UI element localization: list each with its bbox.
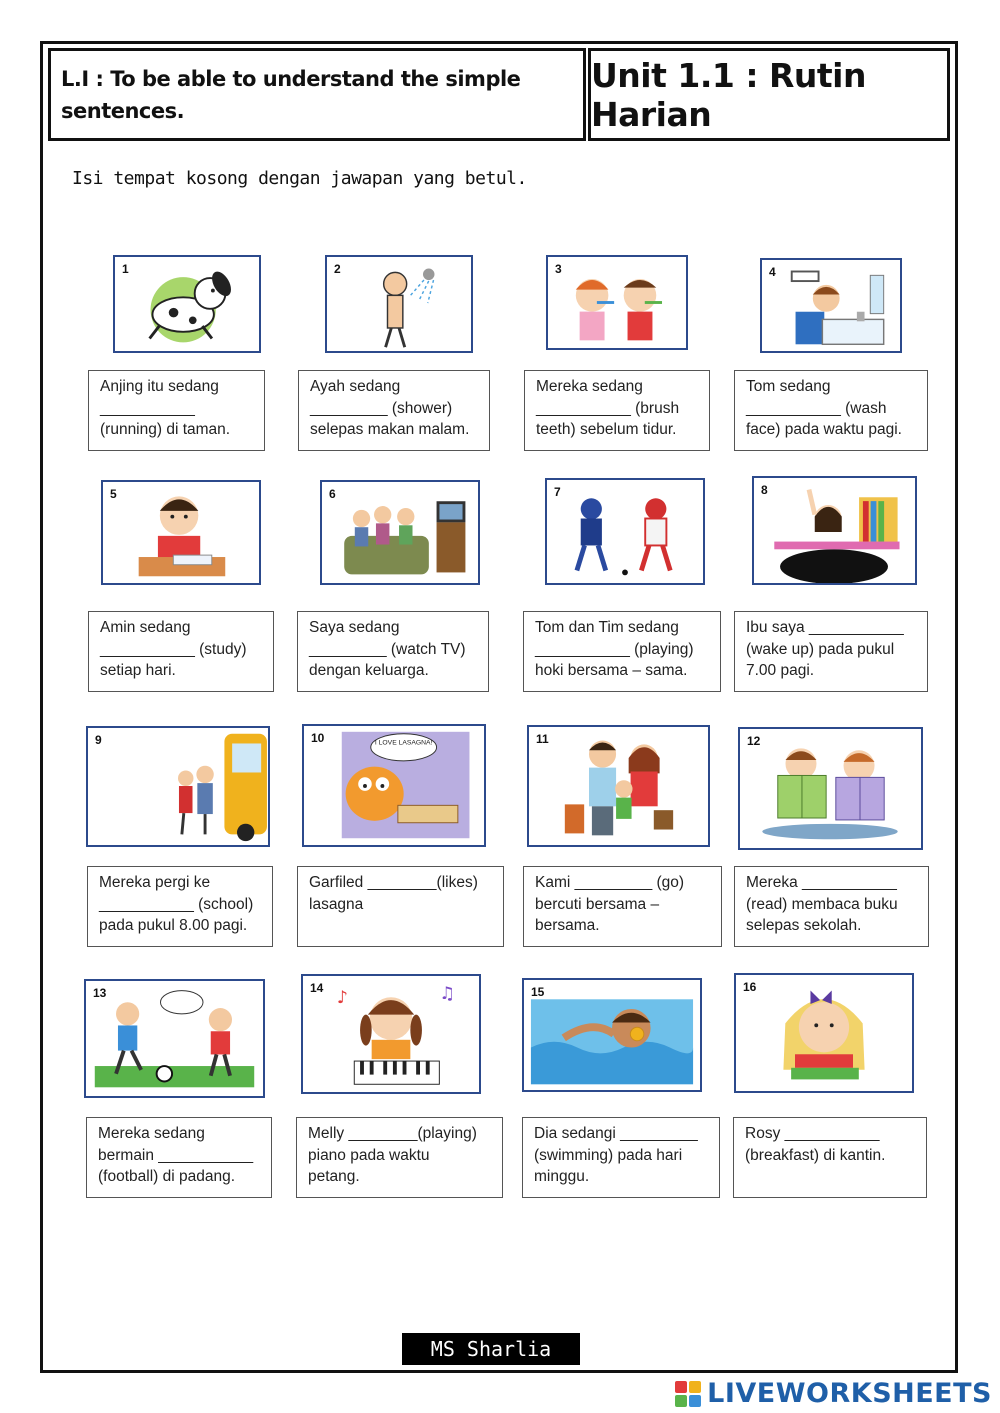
- picture-9: [86, 726, 270, 847]
- sentence-box-13: Mereka sedang bermain ___________ (football) di padang.: [86, 1117, 272, 1198]
- girl-breakfast-icon: [736, 975, 912, 1091]
- picture-2: [325, 255, 473, 353]
- family-watching-tv-icon: [322, 482, 478, 583]
- picture-16: [734, 973, 914, 1093]
- liveworksheets-logo-icon: [675, 1381, 701, 1407]
- sentence-box-9: Mereka pergi ke ___________ (school) pada pukul 8.00 pagi.: [87, 866, 273, 947]
- picture-number: 12: [747, 734, 761, 748]
- sentence-box-15: Dia sedangi _________ (swimming) pada hari minggu.: [522, 1117, 720, 1198]
- liveworksheets-watermark: [675, 1378, 992, 1409]
- girl-piano-icon: [303, 976, 479, 1092]
- school-bus-icon: [88, 728, 268, 845]
- boy-studying-icon: [103, 482, 259, 583]
- picture-4: [760, 258, 902, 353]
- man-showering-icon: [327, 257, 471, 351]
- picture-3: [546, 255, 688, 350]
- picture-number: 3: [555, 262, 562, 276]
- picture-6: [320, 480, 480, 585]
- picture-number: 8: [761, 483, 768, 497]
- sentence-box-16: Rosy ___________ (breakfast) di kantin.: [733, 1117, 927, 1198]
- sentence-box-8: Ibu saya ___________ (wake up) pada pukul 7.00 pagi.: [734, 611, 928, 692]
- liveworksheets-text: LIVEWORKSHEETS: [707, 1378, 992, 1409]
- picture-8: [752, 476, 917, 585]
- picture-number: 4: [769, 265, 776, 279]
- kids-brushing-teeth-icon: [548, 257, 686, 348]
- sentence-box-11: Kami _________ (go) bercuti bersama – bersama.: [523, 866, 722, 947]
- sentence-box-10: Garfiled ________(likes) lasagna: [297, 866, 504, 947]
- picture-5: [101, 480, 261, 585]
- kids-reading-icon: [740, 729, 921, 848]
- sentence-box-5: Amin sedang ___________ (study) setiap hari.: [88, 611, 274, 692]
- unit-title: Unit 1.1 : Rutin Harian: [588, 48, 950, 141]
- picture-number: 16: [743, 980, 757, 994]
- picture-number: 14: [310, 981, 324, 995]
- boy-washing-face-icon: [762, 260, 900, 351]
- woman-waking-up-icon: [754, 478, 915, 583]
- family-vacation-icon: [529, 727, 708, 845]
- picture-number: 7: [554, 485, 561, 499]
- sentence-box-4: Tom sedang ___________ (wash face) pada waktu pagi.: [734, 370, 928, 451]
- sentence-box-7: Tom dan Tim sedang ___________ (playing) hoki bersama – sama.: [523, 611, 721, 692]
- picture-13: [84, 979, 265, 1098]
- hockey-players-icon: [547, 480, 703, 583]
- picture-number: 9: [95, 733, 102, 747]
- picture-7: [545, 478, 705, 585]
- boys-football-icon: [86, 981, 263, 1096]
- picture-number: 6: [329, 487, 336, 501]
- picture-number: 5: [110, 487, 117, 501]
- learning-intention: L.I : To be able to understand the simple sentences.: [48, 48, 586, 141]
- author-footer: MS Sharlia: [402, 1333, 580, 1365]
- garfield-lasagna-icon: [304, 726, 484, 845]
- picture-number: 10: [311, 731, 325, 745]
- sentence-box-14: Melly ________(playing) piano pada waktu petang.: [296, 1117, 503, 1198]
- picture-number: 1: [122, 262, 129, 276]
- picture-number: 13: [93, 986, 107, 1000]
- picture-14: [301, 974, 481, 1094]
- running-dog-icon: [115, 257, 259, 351]
- svg-text:♫: ♫: [439, 984, 455, 1005]
- sentence-box-6: Saya sedang _________ (watch TV) dengan keluarga.: [297, 611, 489, 692]
- boy-swimming-icon: [524, 980, 700, 1090]
- sentence-box-3: Mereka sedang ___________ (brush teeth) sebelum tidur.: [524, 370, 710, 451]
- picture-11: [527, 725, 710, 847]
- sentence-box-1: Anjing itu sedang ___________ (running) di taman.: [88, 370, 265, 451]
- sentence-box-12: Mereka ___________ (read) membaca buku selepas sekolah.: [734, 866, 929, 947]
- picture-number: 15: [531, 985, 545, 999]
- picture-10: [302, 724, 486, 847]
- picture-number: 2: [334, 262, 341, 276]
- instruction-text: Isi tempat kosong dengan jawapan yang betul.: [72, 168, 527, 189]
- picture-15: [522, 978, 702, 1092]
- picture-number: 11: [536, 732, 549, 746]
- bubble-text: I LOVE LASAGNA!: [374, 739, 433, 747]
- picture-1: [113, 255, 261, 353]
- picture-12: [738, 727, 923, 850]
- svg-text:♪: ♪: [336, 988, 348, 1009]
- sentence-box-2: Ayah sedang _________ (shower) selepas makan malam.: [298, 370, 490, 451]
